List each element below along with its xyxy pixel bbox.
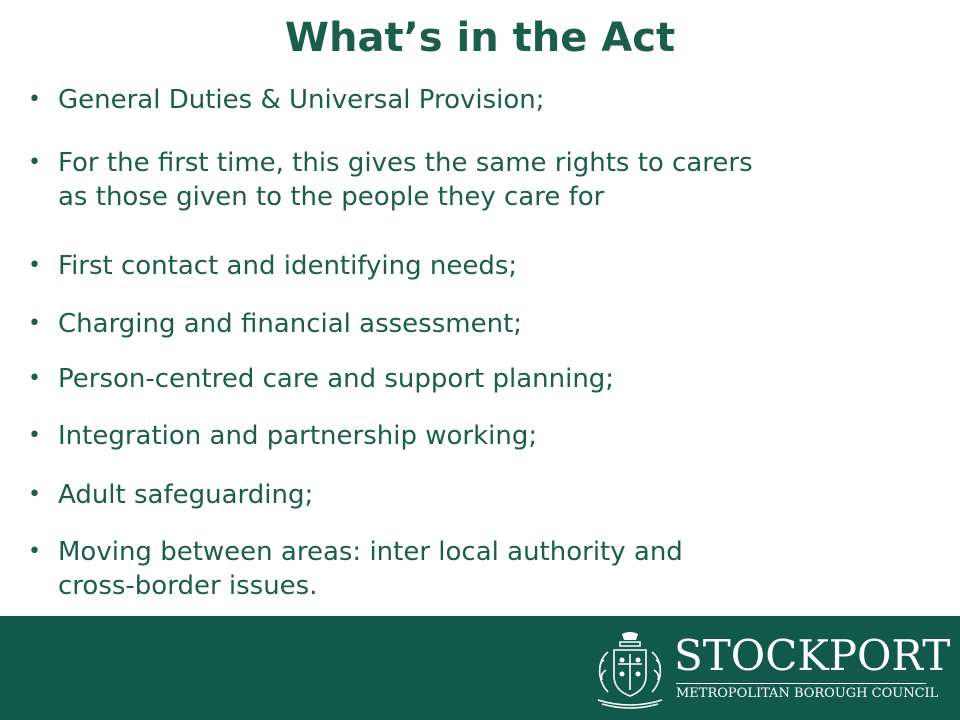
coat-of-arms-icon — [592, 630, 668, 710]
bullet-line: cross-border issues. — [58, 571, 318, 601]
bullet-item — [28, 249, 938, 283]
bullet-line: First contact and identifying needs; — [58, 251, 518, 281]
bullet-item — [28, 478, 938, 512]
bullet-text — [58, 249, 938, 283]
bullet-line: For the first time, this gives the same rights to carers — [58, 148, 753, 178]
bullet-line: Integration and partnership working; — [58, 421, 538, 451]
bullet-dot: • — [28, 482, 41, 507]
bullet-item — [28, 362, 938, 396]
bullet-text — [58, 478, 938, 512]
bullet-text — [58, 83, 938, 117]
bullet-text — [58, 146, 938, 214]
bullet-item — [28, 307, 938, 341]
logo-name: STOCKPORT — [674, 631, 951, 680]
stockport-logo — [592, 630, 951, 710]
bullet-dot: • — [28, 150, 41, 175]
bullet-line: Person-centred care and support planning; — [58, 364, 615, 394]
bullet-item — [28, 535, 938, 603]
bullet-text — [58, 535, 938, 603]
bullet-text — [58, 307, 938, 341]
logo-divider — [676, 683, 926, 684]
bullet-text — [58, 419, 938, 453]
bullet-dot: • — [28, 539, 41, 564]
bullet-dot: • — [28, 253, 41, 278]
bullet-item — [28, 419, 938, 453]
bullet-line: Moving between areas: inter local authority and — [58, 537, 683, 567]
logo-subtitle: METROPOLITAN BOROUGH COUNCIL — [676, 686, 939, 701]
bullet-line: General Duties & Universal Provision; — [58, 85, 545, 115]
slide-title: What’s in the Act — [284, 15, 676, 61]
bullet-dot: • — [28, 87, 41, 112]
footer-band — [0, 616, 960, 720]
bullet-item — [28, 83, 938, 117]
bullet-dot: • — [28, 423, 41, 448]
bullet-line: Adult safeguarding; — [58, 480, 314, 510]
bullet-line: Charging and financial assessment; — [58, 309, 523, 339]
bullet-item — [28, 146, 938, 214]
bullet-text — [58, 362, 938, 396]
bullet-line: as those given to the people they care for — [58, 182, 605, 212]
bullet-dot: • — [28, 311, 41, 336]
bullet-dot: • — [28, 366, 41, 391]
